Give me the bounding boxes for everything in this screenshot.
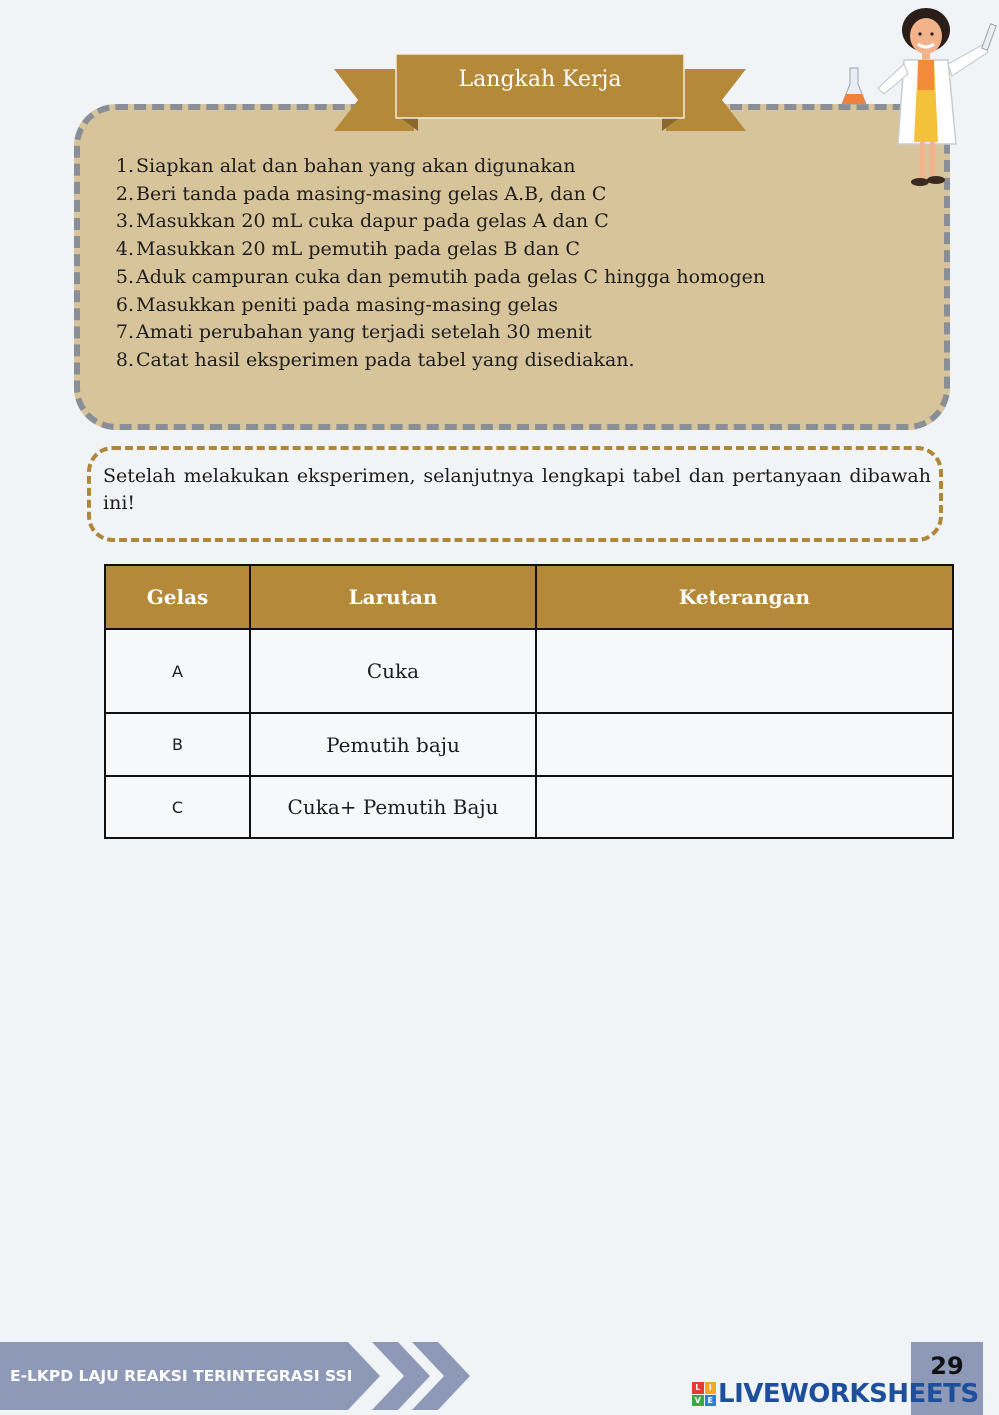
- instruction-text: Setelah melakukan eksperimen, selanjutnya lengkapi tabel dan pertanyaan dibawah ini!: [103, 465, 931, 514]
- step-item: 7. Amati perubahan yang terjadi setelah 30 menit: [115, 321, 592, 344]
- header-larutan: Larutan: [250, 565, 536, 629]
- table-row: [105, 713, 953, 776]
- table-row: [105, 776, 953, 838]
- cell-larutan: Pemutih baju: [250, 713, 536, 776]
- footer-title: E-LKPD LAJU REAKSI TERINTEGRASI SSI: [10, 1367, 353, 1385]
- cell-gelas: A: [105, 629, 250, 713]
- scientist-illustration: [838, 4, 998, 196]
- cell-keterangan-input[interactable]: [536, 776, 953, 838]
- cell-gelas: B: [105, 713, 250, 776]
- table-header-row: [105, 565, 953, 629]
- cell-keterangan-input[interactable]: [536, 713, 953, 776]
- step-item: 2. Beri tanda pada masing-masing gelas A.B, dan C: [115, 182, 607, 205]
- result-table: [104, 564, 954, 839]
- cell-larutan: Cuka+ Pemutih Baju: [250, 776, 536, 838]
- cell-larutan: Cuka: [250, 629, 536, 713]
- liveworksheets-wordmark: LIVEWORKSHEETS: [718, 1379, 979, 1409]
- table-row: [105, 629, 953, 713]
- liveworksheets-icon: L I V E: [692, 1382, 716, 1406]
- header-gelas: Gelas: [105, 565, 250, 629]
- liveworksheets-logo[interactable]: [692, 1378, 979, 1410]
- step-item: 5. Aduk campuran cuka dan pemutih pada gelas C hingga homogen: [115, 265, 766, 288]
- steps-title: Langkah Kerja: [458, 67, 622, 92]
- cell-keterangan-input[interactable]: [536, 629, 953, 713]
- step-item: 4. Masukkan 20 mL pemutih pada gelas B dan C: [115, 238, 580, 261]
- page-number: 29: [930, 1352, 964, 1380]
- step-item: 8. Catat hasil eksperimen pada tabel yang disediakan.: [115, 348, 635, 371]
- step-item: 3. Masukkan 20 mL cuka dapur pada gelas A dan C: [115, 210, 609, 233]
- step-item: 1. Siapkan alat dan bahan yang akan digunakan: [115, 155, 576, 177]
- steps-list: [114, 153, 765, 375]
- step-item: 6. Masukkan peniti pada masing-masing gelas: [115, 293, 559, 316]
- cell-gelas: C: [105, 776, 250, 838]
- header-keterangan: Keterangan: [536, 565, 953, 629]
